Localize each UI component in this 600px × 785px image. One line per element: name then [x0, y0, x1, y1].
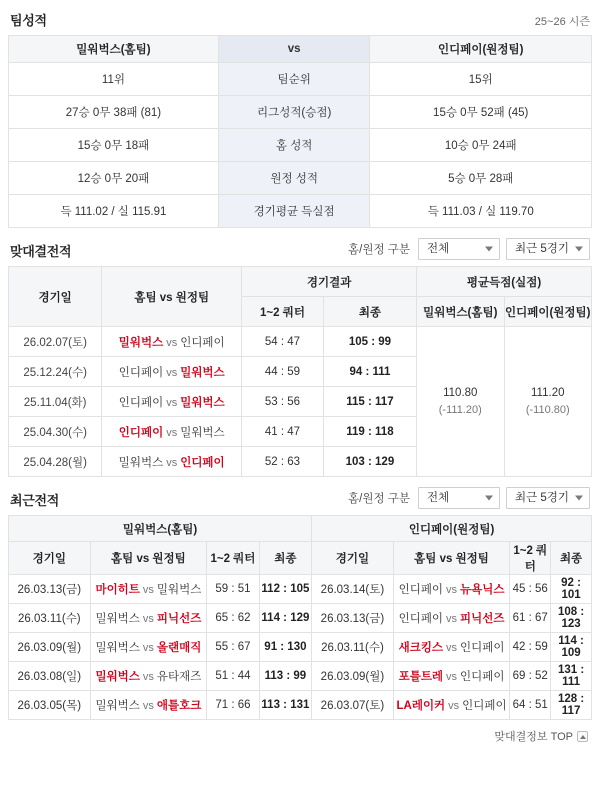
vs-separator: vs — [142, 613, 154, 625]
team-record-header — [8, 0, 592, 35]
home-value: 11위 — [9, 63, 219, 96]
away-team: 유타재즈 — [156, 671, 202, 683]
avg-away-main: 111.20 — [531, 386, 565, 399]
chevron-down-icon — [575, 247, 583, 252]
row-label: 경기평균 득실점 — [218, 195, 370, 228]
away-team: 뉴욕닉스 — [460, 584, 505, 596]
away-team: 올랜매직 — [156, 642, 202, 654]
row-label: 홈 성적 — [218, 129, 370, 162]
recent-range-value: 최근 5경기 — [514, 492, 569, 504]
matchup — [90, 575, 207, 604]
vs-separator: vs — [142, 700, 154, 712]
matchup — [102, 357, 242, 387]
recent-filter-label: 홈/원정 구분 — [348, 493, 410, 505]
arrow-up-icon[interactable] — [577, 731, 588, 742]
recent-homeaway-select[interactable] — [418, 487, 500, 509]
home-team: 포틀트레 — [398, 671, 444, 683]
season-label: 25~26 시즌 — [534, 16, 590, 28]
h2h-range-select[interactable] — [506, 238, 590, 260]
avg-home-sub: (-111.20) — [438, 403, 482, 416]
col-avg-away: 인디페이(원정팀) — [504, 297, 592, 327]
h2h-range-value: 최근 5경기 — [514, 243, 569, 255]
match-date: 26.03.13(금) — [312, 604, 394, 633]
match-date: 25.11.04(화) — [9, 387, 102, 417]
match-date: 25.04.28(월) — [9, 447, 102, 477]
col-quarter-right: 1~2 쿼터 — [510, 542, 551, 575]
final-score: 92 : 101 — [551, 575, 592, 604]
home-team: 밀워벅스 — [95, 613, 140, 625]
h2h-table — [8, 266, 592, 477]
home-team: 밀워벅스 — [118, 336, 164, 349]
chevron-down-icon — [485, 496, 493, 501]
table-row — [9, 96, 592, 129]
back-to-top-label[interactable]: 맞대결정보 TOP — [494, 731, 573, 743]
col-date-left: 경기일 — [9, 542, 91, 575]
col-matchup: 홈팀 vs 원정팀 — [102, 267, 242, 327]
avg-away-value — [504, 327, 592, 477]
home-value: 27승 0무 38패 (81) — [9, 96, 219, 129]
col-date-right: 경기일 — [312, 542, 394, 575]
final-score: 108 : 123 — [551, 604, 592, 633]
table-row — [9, 36, 592, 63]
away-value: 5승 0무 28패 — [370, 162, 592, 195]
home-team: 밀워벅스 — [118, 456, 164, 469]
table-row — [9, 327, 592, 357]
final-score: 113 : 131 — [259, 691, 311, 720]
match-date: 25.12.24(수) — [9, 357, 102, 387]
final-score: 91 : 130 — [259, 633, 311, 662]
match-date: 26.03.14(토) — [312, 575, 394, 604]
match-date: 26.03.11(수) — [312, 633, 394, 662]
quarter-score: 64 : 51 — [510, 691, 551, 720]
match-date: 26.03.13(금) — [9, 575, 91, 604]
h2h-filter-label: 홈/원정 구분 — [348, 244, 410, 256]
chevron-down-icon — [485, 247, 493, 252]
away-team: 애틀호크 — [156, 700, 202, 712]
final-score: 94 : 111 — [323, 357, 416, 387]
table-row — [9, 662, 592, 691]
home-value: 12승 0무 20패 — [9, 162, 219, 195]
recent-right-title: 인디페이(원정팀) — [312, 516, 592, 542]
home-team: 인디페이 — [398, 613, 444, 625]
final-score: 113 : 99 — [259, 662, 311, 691]
home-team: 새크킹스 — [398, 642, 444, 654]
recent-header — [8, 477, 592, 515]
matchup — [102, 387, 242, 417]
table-row — [9, 162, 592, 195]
home-value: 득 111.02 / 실 115.91 — [9, 195, 219, 228]
match-date: 26.03.11(수) — [9, 604, 91, 633]
away-team: 피닉선즈 — [156, 613, 202, 625]
h2h-filters — [348, 238, 590, 260]
away-team: 인디페이 — [462, 700, 507, 712]
away-team: 인디페이 — [460, 671, 505, 683]
home-team: 인디페이 — [118, 366, 164, 379]
final-score: 115 : 117 — [323, 387, 416, 417]
col-avg-home: 밀워벅스(홈팀) — [417, 297, 504, 327]
away-value: 10승 0무 24패 — [370, 129, 592, 162]
vs-separator: vs — [142, 642, 154, 654]
avg-away-sub: (-110.80) — [525, 403, 570, 416]
quarter-score: 55 : 67 — [207, 633, 259, 662]
quarter-score: 42 : 59 — [510, 633, 551, 662]
home-team: 밀워벅스 — [95, 642, 140, 654]
matchup — [102, 447, 242, 477]
team-record-title: 팀성적 — [10, 13, 47, 28]
table-row — [9, 633, 592, 662]
recent-left-title: 밀워벅스(홈팀) — [9, 516, 312, 542]
col-final-left: 최종 — [259, 542, 311, 575]
vs-label: vs — [218, 36, 370, 63]
col-matchup-left: 홈팀 vs 원정팀 — [90, 542, 207, 575]
match-date: 26.03.09(월) — [312, 662, 394, 691]
table-row — [9, 129, 592, 162]
vs-separator: vs — [448, 700, 460, 712]
quarter-score: 53 : 56 — [242, 387, 324, 417]
vs-separator: vs — [142, 584, 154, 596]
h2h-header — [8, 228, 592, 266]
final-score: 112 : 105 — [259, 575, 311, 604]
vs-separator: vs — [446, 671, 458, 683]
home-team: 인디페이 — [398, 584, 444, 596]
final-score: 114 : 109 — [551, 633, 592, 662]
matchup — [102, 417, 242, 447]
home-team: 인디페이 — [118, 426, 164, 439]
away-team: 밀워벅스 — [156, 584, 202, 596]
avg-home-main: 110.80 — [443, 386, 478, 399]
matchup — [90, 604, 207, 633]
col-final-right: 최종 — [551, 542, 592, 575]
home-team: 마이히트 — [95, 584, 140, 596]
team-record-table — [8, 35, 592, 228]
quarter-score: 61 : 67 — [510, 604, 551, 633]
matchup — [393, 575, 510, 604]
recent-column-header-row — [9, 542, 592, 575]
vs-separator: vs — [166, 366, 178, 379]
col-result: 경기결과 — [242, 267, 417, 297]
h2h-homeaway-value: 전체 — [426, 243, 450, 255]
home-team: 밀워벅스 — [95, 671, 140, 683]
recent-range-select[interactable] — [506, 487, 590, 509]
table-row — [9, 195, 592, 228]
home-team-name: 밀워벅스(홈팀) — [9, 36, 219, 63]
quarter-score: 69 : 52 — [510, 662, 551, 691]
away-team-name: 인디페이(원정팀) — [370, 36, 592, 63]
matchup — [393, 604, 510, 633]
away-team: 인디페이 — [180, 456, 225, 469]
match-date: 25.04.30(수) — [9, 417, 102, 447]
quarter-score: 41 : 47 — [242, 417, 324, 447]
matchup — [393, 691, 510, 720]
match-date: 26.02.07(토) — [9, 327, 102, 357]
h2h-header-row-1 — [9, 267, 592, 297]
quarter-score: 44 : 59 — [242, 357, 324, 387]
vs-separator: vs — [446, 613, 458, 625]
home-team: LA레이커 — [396, 700, 446, 712]
away-value: 득 111.03 / 실 119.70 — [370, 195, 592, 228]
quarter-score: 54 : 47 — [242, 327, 324, 357]
quarter-score: 45 : 56 — [510, 575, 551, 604]
matchup — [90, 633, 207, 662]
recent-homeaway-value: 전체 — [426, 492, 450, 504]
home-team: 인디페이 — [118, 396, 164, 409]
vs-separator: vs — [166, 336, 178, 349]
match-date: 26.03.05(목) — [9, 691, 91, 720]
final-score: 114 : 129 — [259, 604, 311, 633]
matchup — [393, 662, 510, 691]
col-quarter-left: 1~2 쿼터 — [207, 542, 259, 575]
home-value: 15승 0무 18패 — [9, 129, 219, 162]
vs-separator: vs — [166, 396, 178, 409]
col-final: 최종 — [323, 297, 416, 327]
vs-separator: vs — [446, 642, 458, 654]
final-score: 103 : 129 — [323, 447, 416, 477]
away-value: 15위 — [370, 63, 592, 96]
final-score: 105 : 99 — [323, 327, 416, 357]
row-label: 리그성적(승점) — [218, 96, 370, 129]
h2h-title: 맞대결전적 — [10, 244, 72, 259]
col-quarter: 1~2 쿼터 — [242, 297, 324, 327]
away-value: 15승 0무 52패 (45) — [370, 96, 592, 129]
final-score: 131 : 111 — [551, 662, 592, 691]
recent-table — [8, 515, 592, 720]
avg-home-value — [417, 327, 504, 477]
table-row — [9, 63, 592, 96]
recent-team-header-row — [9, 516, 592, 542]
quarter-score: 52 : 63 — [242, 447, 324, 477]
matchup — [102, 327, 242, 357]
away-team: 피닉선즈 — [460, 613, 505, 625]
home-team: 밀워벅스 — [95, 700, 140, 712]
recent-filters — [348, 487, 590, 509]
recent-title: 최근전적 — [10, 493, 60, 508]
vs-separator: vs — [166, 426, 178, 439]
row-label: 팀순위 — [218, 63, 370, 96]
col-date: 경기일 — [9, 267, 102, 327]
table-row — [9, 604, 592, 633]
away-team: 인디페이 — [180, 336, 225, 349]
matchup — [90, 662, 207, 691]
away-team: 밀워벅스 — [180, 366, 225, 379]
vs-separator: vs — [446, 584, 458, 596]
final-score: 119 : 118 — [323, 417, 416, 447]
final-score: 128 : 117 — [551, 691, 592, 720]
vs-separator: vs — [142, 671, 154, 683]
match-date: 26.03.08(일) — [9, 662, 91, 691]
col-avg: 평균득점(실점) — [417, 267, 592, 297]
match-date: 26.03.07(토) — [312, 691, 394, 720]
away-team: 인디페이 — [460, 642, 505, 654]
quarter-score: 51 : 44 — [207, 662, 259, 691]
matchup — [393, 633, 510, 662]
row-label: 원정 성적 — [218, 162, 370, 195]
quarter-score: 71 : 66 — [207, 691, 259, 720]
h2h-homeaway-select[interactable] — [418, 238, 500, 260]
footer — [8, 720, 592, 750]
away-team: 밀워벅스 — [180, 426, 225, 439]
away-team: 밀워벅스 — [180, 396, 225, 409]
quarter-score: 59 : 51 — [207, 575, 259, 604]
table-row — [9, 691, 592, 720]
vs-separator: vs — [166, 456, 178, 469]
match-date: 26.03.09(월) — [9, 633, 91, 662]
table-row — [9, 575, 592, 604]
col-matchup-right: 홈팀 vs 원정팀 — [393, 542, 510, 575]
chevron-down-icon — [575, 496, 583, 501]
matchup — [90, 691, 207, 720]
quarter-score: 65 : 62 — [207, 604, 259, 633]
